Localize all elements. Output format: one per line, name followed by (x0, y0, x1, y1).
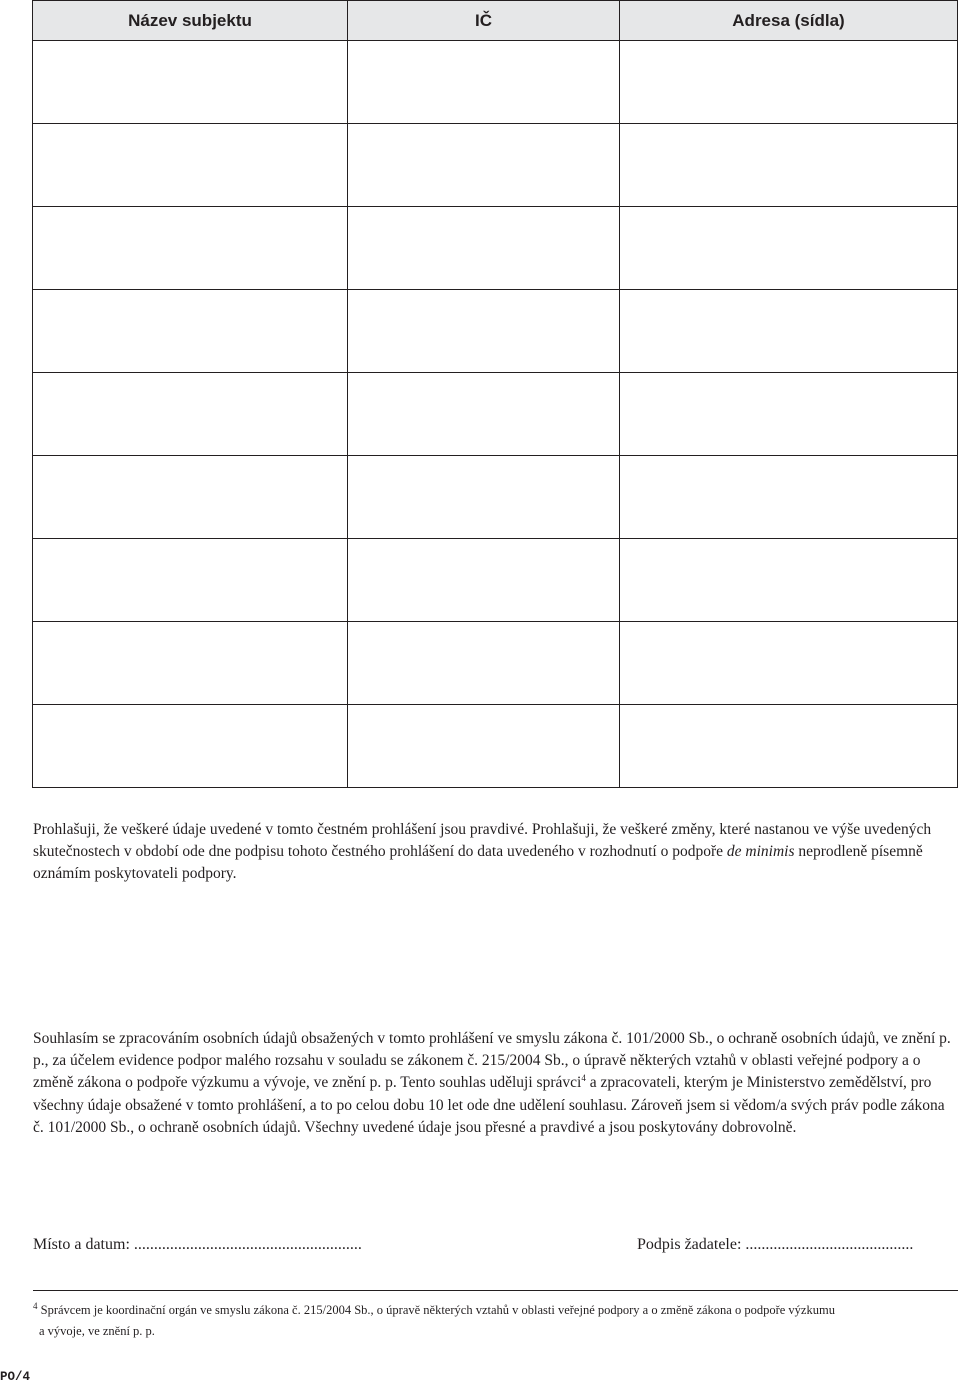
cell-ico[interactable] (348, 207, 620, 290)
table-row (33, 622, 958, 705)
cell-address[interactable] (620, 41, 958, 124)
cell-subject-name[interactable] (33, 622, 348, 705)
cell-address[interactable] (620, 290, 958, 373)
cell-ico[interactable] (348, 539, 620, 622)
table-row (33, 539, 958, 622)
footnote-ref: 4 (581, 1073, 586, 1084)
footnote-line2: a vývoje, ve znění p. p. (39, 1324, 155, 1338)
header-subject-name: Název subjektu (33, 1, 348, 41)
cell-subject-name[interactable] (33, 539, 348, 622)
cell-ico[interactable] (348, 705, 620, 788)
cell-address[interactable] (620, 373, 958, 456)
cell-ico[interactable] (348, 456, 620, 539)
cell-subject-name[interactable] (33, 290, 348, 373)
table-row (33, 41, 958, 124)
cell-subject-name[interactable] (33, 41, 348, 124)
cell-subject-name[interactable] (33, 705, 348, 788)
cell-address[interactable] (620, 622, 958, 705)
page-code: PO/4 (0, 1370, 31, 1384)
applicant-signature-field[interactable]: Podpis žadatele: .......................................... (637, 1236, 914, 1253)
cell-ico[interactable] (348, 124, 620, 207)
table-row (33, 456, 958, 539)
table-row (33, 124, 958, 207)
header-address: Adresa (sídla) (620, 1, 958, 41)
table-row (33, 290, 958, 373)
consent-text-part1: Souhlasím se zpracováním osobních údajů obsažených v tomto prohlášení ve smyslu zákona č. 101/2000 Sb., o ochraně osobních údajů, ve znění p. p., za účelem evidence podpor malého rozsahu v souladu se zákonem č. 215/2004 Sb., o úpravě některých vztahů v oblasti veřejné podpory a o změně zákona o podpoře výzkumu a vývoje, ve znění p. p. Tento souhlas uděluji správci (33, 1030, 951, 1092)
cell-address[interactable] (620, 456, 958, 539)
cell-subject-name[interactable] (33, 124, 348, 207)
cell-subject-name[interactable] (33, 207, 348, 290)
declaration-italic-term: de minimis (726, 843, 795, 861)
cell-ico[interactable] (348, 373, 620, 456)
cell-address[interactable] (620, 207, 958, 290)
cell-address[interactable] (620, 705, 958, 788)
footnote-line1: Správcem je koordinační orgán ve smyslu zákona č. 215/2004 Sb., o úpravě některých vztahů v oblasti veřejné podpory a o změně zákona o podpoře výzkumu (40, 1303, 835, 1317)
footnote-divider (33, 1290, 958, 1291)
cell-ico[interactable] (348, 622, 620, 705)
cell-ico[interactable] (348, 290, 620, 373)
header-ico: IČ (348, 1, 620, 41)
footnote-number: 4 (33, 1300, 38, 1311)
subject-table (32, 0, 958, 788)
table-body (33, 41, 958, 788)
footnote (33, 1300, 933, 1342)
table-row (33, 705, 958, 788)
consent-text-part2: a zpracovateli, kterým je Ministerstvo zemědělství, pro všechny údaje obsažené v tomto prohlášení, a to po celou dobu 10 let ode dne udělení souhlasu. Zároveň jsem si vědom/a svých práv podle zákona č. 101/2000 Sb., o ochraně osobních údajů. Všechny uvedené údaje jsou přesné a pravdivé a jsou poskytovány dobrovolně. (33, 1074, 945, 1136)
cell-ico[interactable] (348, 41, 620, 124)
cell-subject-name[interactable] (33, 373, 348, 456)
declaration-text-part1: Prohlašuji, že veškeré údaje uvedené v tomto čestném prohlášení jsou pravdivé. Prohlašuji, že veškeré změny, které nastanou ve výše uvedených skutečnostech v období ode dne podpisu tohoto čestného prohlášení do data uvedeného v rozhodnutí o podpoře (33, 821, 932, 861)
cell-address[interactable] (620, 124, 958, 207)
place-date-field[interactable]: Místo a datum: ......................................................... (33, 1236, 362, 1253)
consent-text (33, 1028, 958, 1139)
table-header-row (33, 1, 958, 41)
cell-subject-name[interactable] (33, 456, 348, 539)
table-row (33, 207, 958, 290)
declaration-text (33, 819, 958, 886)
cell-address[interactable] (620, 539, 958, 622)
declaration-text-part2: neprodleně písemně oznámím poskytovateli podpory. (33, 843, 923, 883)
table-row (33, 373, 958, 456)
